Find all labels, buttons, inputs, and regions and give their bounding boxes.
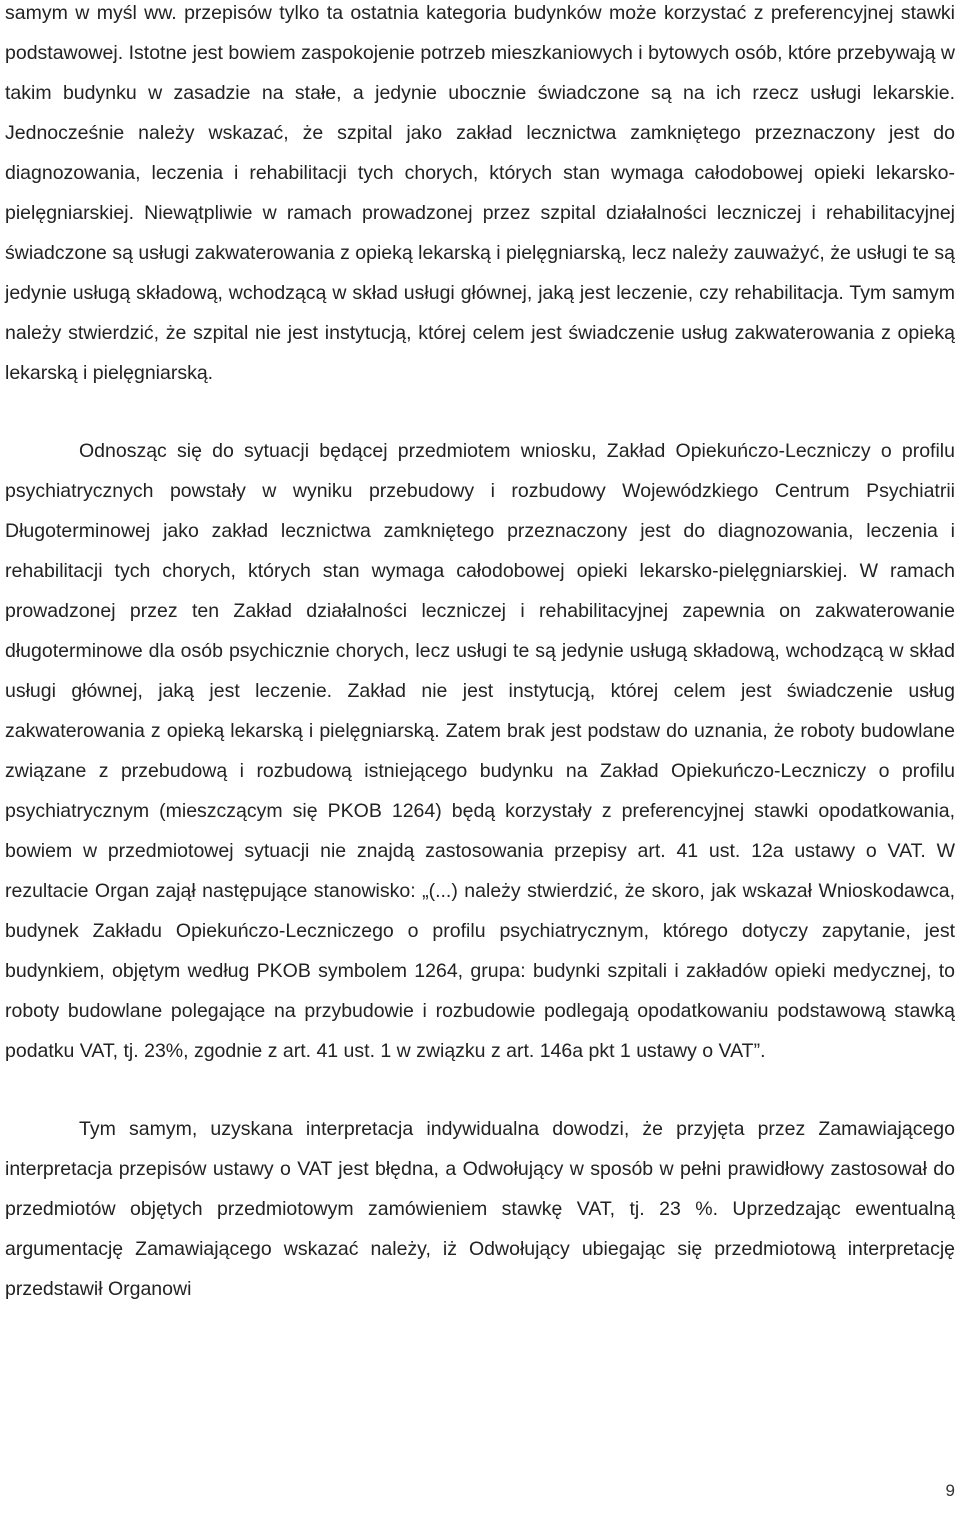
page-number: 9 — [945, 1481, 955, 1500]
paragraph-1: samym w myśl ww. przepisów tylko ta ostatnia kategoria budynków może korzystać z preferencyjnej stawki podstawowej. Istotne jest bowiem zaspokojenie potrzeb mieszkaniowych i bytowych osób, które przebywają w takim budynku w zasadzie na stałe, a jedynie ubocznie świadczone są na ich rzecz usługi lekarskie. Jednocześnie należy wskazać, że szpital jako zakład lecznictwa zamkniętego przeznaczony jest do diagnozowania, leczenia i rehabilitacji tych chorych, których stan wymaga całodobowej opieki lekarsko-pielęgniarskiej. Niewątpliwie w ramach prowadzonej przez szpital działalności leczniczej i rehabilitacyjnej świadczone są usługi zakwaterowania z opieką lekarską i pielęgniarską, lecz należy zauważyć, że usługi te są jedynie usługą składową, wchodzącą w skład usługi głównej, jaką jest leczenie, czy rehabilitacja. Tym samym należy stwierdzić, że szpital nie jest instytucją, której celem jest świadczenie usług zakwaterowania z opieką lekarską i pielęgniarską. — [5, 2, 955, 384]
paragraph-2: Odnosząc się do sytuacji będącej przedmiotem wniosku, Zakład Opiekuńczo-Leczniczy o profilu psychiatrycznych powstały w wyniku przebudowy i rozbudowy Wojewódzkiego Centrum Psychiatrii Długoterminowej jako zakład lecznictwa zamkniętego przeznaczony jest do diagnozowania, leczenia i rehabilitacji tych chorych, których stan wymaga całodobowej opieki lekarsko-pielęgniarskiej. W ramach prowadzonej przez ten Zakład działalności leczniczej i rehabilitacyjnej zapewnia on zakwaterowanie długoterminowe dla osób psychicznie chorych, lecz usługi te są jedynie usługą składową, wchodzącą w skład usługi głównej, jaką jest leczenie. Zakład nie jest instytucją, której celem jest świadczenie usług zakwaterowania z opieką lekarską i pielęgniarską. Zatem brak jest podstaw do uznania, że roboty budowlane związane z przebudową i rozbudową istniejącego budynku na Zakład Opiekuńczo-Leczniczy o profilu psychiatrycznym (mieszczącym się PKOB 1264) będą korzystały z preferencyjnej stawki opodatkowania, bowiem w przedmiotowej sytuacji nie znajdą zastosowania przepisy art. 41 ust. 12a ustawy o VAT. W rezultacie Organ zajął następujące stanowisko: „(...) należy stwierdzić, że skoro, jak wskazał Wnioskodawca, budynek Zakładu Opiekuńczo-Leczniczego o profilu psychiatrycznym, którego dotyczy zapytanie, jest budynkiem, objętym według PKOB symbolem 1264, grupa: budynki szpitali i zakładów opieki medycznej, to roboty budowlane polegające na przybudowie i rozbudowie podlegają opodatkowaniu podstawową stawką podatku VAT, tj. 23%, zgodnie z art. 41 ust. 1 w związku z art. 146a pkt 1 ustawy o VAT”. — [5, 440, 955, 1062]
paragraph-3: Tym samym, uzyskana interpretacja indywidualna dowodzi, że przyjęta przez Zamawiającego interpretacja przepisów ustawy o VAT jest błędna, a Odwołujący w sposób w pełni prawidłowy zastosował do przedmiotów objętych przedmiotowym zamówieniem stawkę VAT, tj. 23 %. Uprzedzając ewentualną argumentację Zamawiającego wskazać należy, iż Odwołujący ubiegając się przedmiotową interpretację przedstawił Organowi — [5, 1118, 955, 1300]
